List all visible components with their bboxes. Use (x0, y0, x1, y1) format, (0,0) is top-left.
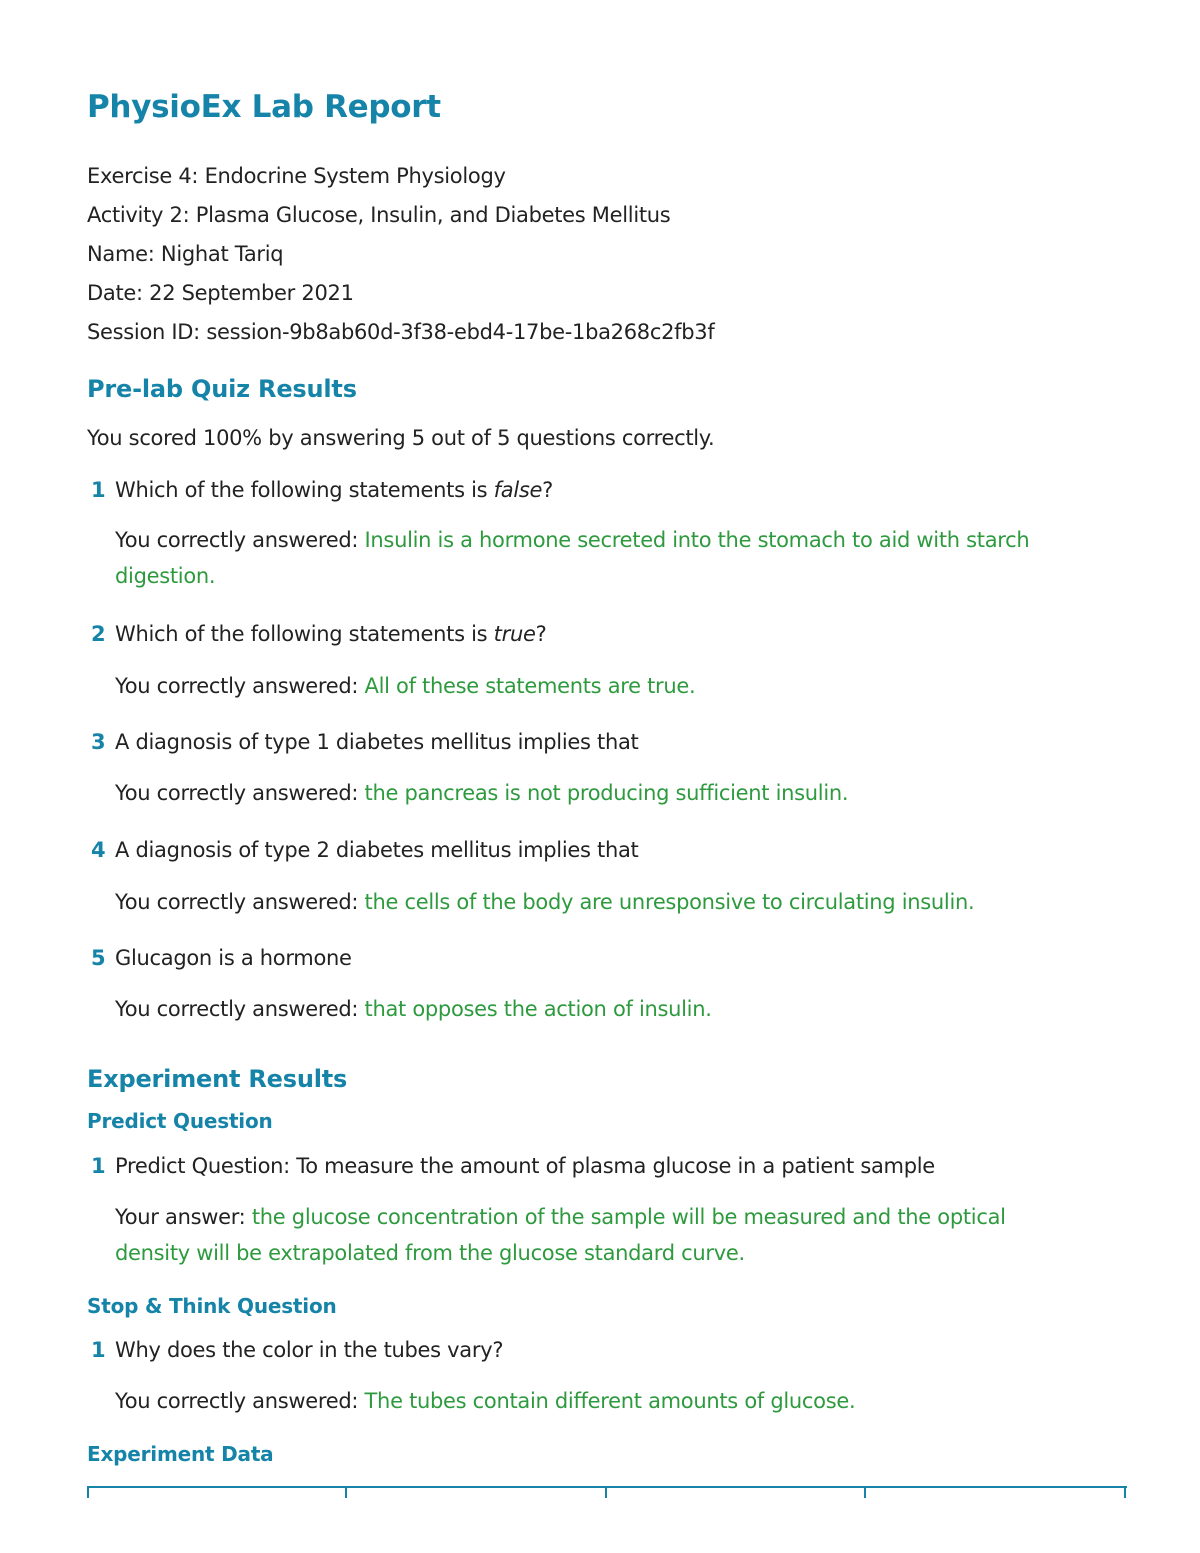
answer-prefix: You correctly answered: (115, 781, 365, 805)
question-text: Why does the color in the tubes vary? (115, 1338, 504, 1362)
table-column-divider (345, 1486, 347, 1498)
stop-think-answer (115, 1383, 1085, 1419)
answer-text: The tubes contain different amounts of glucose. (364, 1389, 856, 1413)
question-number: 1 (91, 1154, 106, 1178)
answer-prefix: You correctly answered: (115, 890, 365, 914)
question-number: 5 (91, 946, 106, 970)
quiz-answer-5 (115, 991, 1085, 1027)
student-name: Name: Nighat Tariq (87, 242, 284, 266)
question-number: 4 (91, 838, 106, 862)
lab-report-page (87, 82, 1127, 1466)
question-text: A diagnosis of type 2 diabetes mellitus implies that (115, 838, 639, 862)
answer-prefix: You correctly answered: (115, 997, 365, 1021)
prelab-score: You scored 100% by answering 5 out of 5 questions correctly. (87, 426, 715, 450)
answer-text: the pancreas is not producing sufficient insulin. (364, 781, 849, 805)
question-text: Which of the following statements is false? (115, 478, 553, 502)
report-date: Date: 22 September 2021 (87, 281, 354, 305)
stop-think-heading: Stop & Think Question (87, 1294, 337, 1318)
exercise-line: Exercise 4: Endocrine System Physiology (87, 164, 506, 188)
answer-text: that opposes the action of insulin. (364, 997, 712, 1021)
answer-text: All of these statements are true. (364, 674, 696, 698)
report-meta (87, 157, 1127, 352)
activity-line: Activity 2: Plasma Glucose, Insulin, and Diabetes Mellitus (87, 203, 671, 227)
answer-prefix: You correctly answered: (115, 674, 365, 698)
quiz-answer-2 (115, 668, 1085, 704)
question-number: 3 (91, 730, 106, 754)
session-id: Session ID: session-9b8ab60d-3f38-ebd4-17be-1ba268c2fb3f (87, 320, 715, 344)
experiment-data-heading: Experiment Data (87, 1442, 274, 1466)
predict-answer (115, 1199, 1075, 1271)
table-column-divider (1124, 1486, 1126, 1498)
predict-heading: Predict Question (87, 1109, 273, 1133)
answer-text: Insulin is a hormone secreted into the stomach to aid with starch digestion. (115, 528, 1030, 588)
question-number: 2 (91, 622, 106, 646)
table-column-divider (87, 1486, 89, 1498)
answer-prefix: You correctly answered: (115, 1389, 365, 1413)
answer-text: the cells of the body are unresponsive to circulating insulin. (364, 890, 975, 914)
quiz-answer-3 (115, 775, 1085, 811)
question-text: A diagnosis of type 1 diabetes mellitus implies that (115, 730, 639, 754)
experiment-heading: Experiment Results (87, 1065, 348, 1093)
question-text: Which of the following statements is true? (115, 622, 547, 646)
quiz-answer-4 (115, 884, 1085, 920)
prelab-heading: Pre-lab Quiz Results (87, 375, 357, 403)
answer-text: the glucose concentration of the sample will be measured and the optical density will be extrapolated from the glucose standard curve. (115, 1205, 1006, 1265)
table-column-divider (864, 1486, 866, 1498)
report-title: PhysioEx Lab Report (87, 89, 441, 125)
quiz-answer-1 (115, 522, 1085, 594)
answer-prefix: You correctly answered: (115, 528, 365, 552)
answer-prefix: Your answer: (115, 1205, 252, 1229)
question-text: Glucagon is a hormone (115, 946, 352, 970)
question-number: 1 (91, 478, 106, 502)
question-text: Predict Question: To measure the amount of plasma glucose in a patient sample (115, 1154, 935, 1178)
data-table-top-border (87, 1486, 1127, 1488)
question-number: 1 (91, 1338, 106, 1362)
table-column-divider (605, 1486, 607, 1498)
